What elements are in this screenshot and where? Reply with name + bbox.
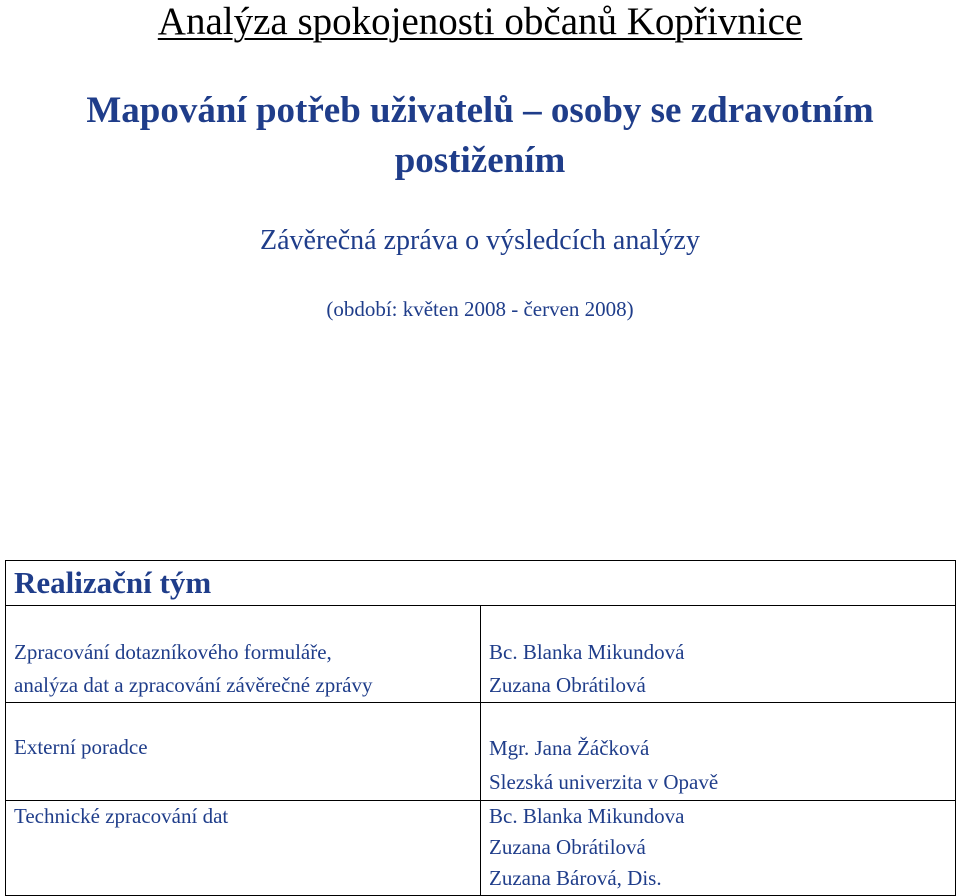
member-name: Slezská univerzita v Opavě <box>489 770 719 794</box>
subtitle-line-1: Mapování potřeb uživatelů – osoby se zdravotním <box>86 90 874 131</box>
report-period: (období: květen 2008 - červen 2008) <box>326 297 634 321</box>
role-line: Technické zpracování dat <box>14 804 229 828</box>
role-cell <box>6 801 481 896</box>
member-name: Zuzana Obrátilová <box>489 835 646 859</box>
role-cell <box>6 606 481 703</box>
member-name: Zuzana Bárová, Dis. <box>489 866 662 890</box>
member-name: Bc. Blanka Mikundová <box>489 640 685 664</box>
members-cell <box>481 703 956 801</box>
team-table <box>5 560 956 896</box>
member-name: Zuzana Obrátilová <box>489 673 646 697</box>
member-name: Mgr. Jana Žáčková <box>489 736 650 760</box>
team-row-advisor <box>6 703 956 801</box>
team-heading: Realizační tým <box>6 561 956 606</box>
role-line: Zpracování dotazníkového formuláře, <box>14 640 332 664</box>
member-name: Bc. Blanka Mikundova <box>489 804 685 828</box>
members-cell <box>481 606 956 703</box>
report-title: Závěrečná zpráva o výsledcích analýzy <box>260 225 700 256</box>
document-title: Analýza spokojenosti občanů Kopřivnice <box>157 0 803 43</box>
subtitle-line-2: postižením <box>394 140 566 181</box>
members-cell <box>481 801 956 896</box>
role-line: Externí poradce <box>14 735 148 759</box>
role-line: analýza dat a zpracování závěrečné zprávy <box>14 673 373 697</box>
team-row-analysis <box>6 606 956 703</box>
role-cell <box>6 703 481 801</box>
document-subtitle <box>0 86 960 186</box>
team-row-technical <box>6 801 956 896</box>
team-heading-row <box>6 561 956 606</box>
